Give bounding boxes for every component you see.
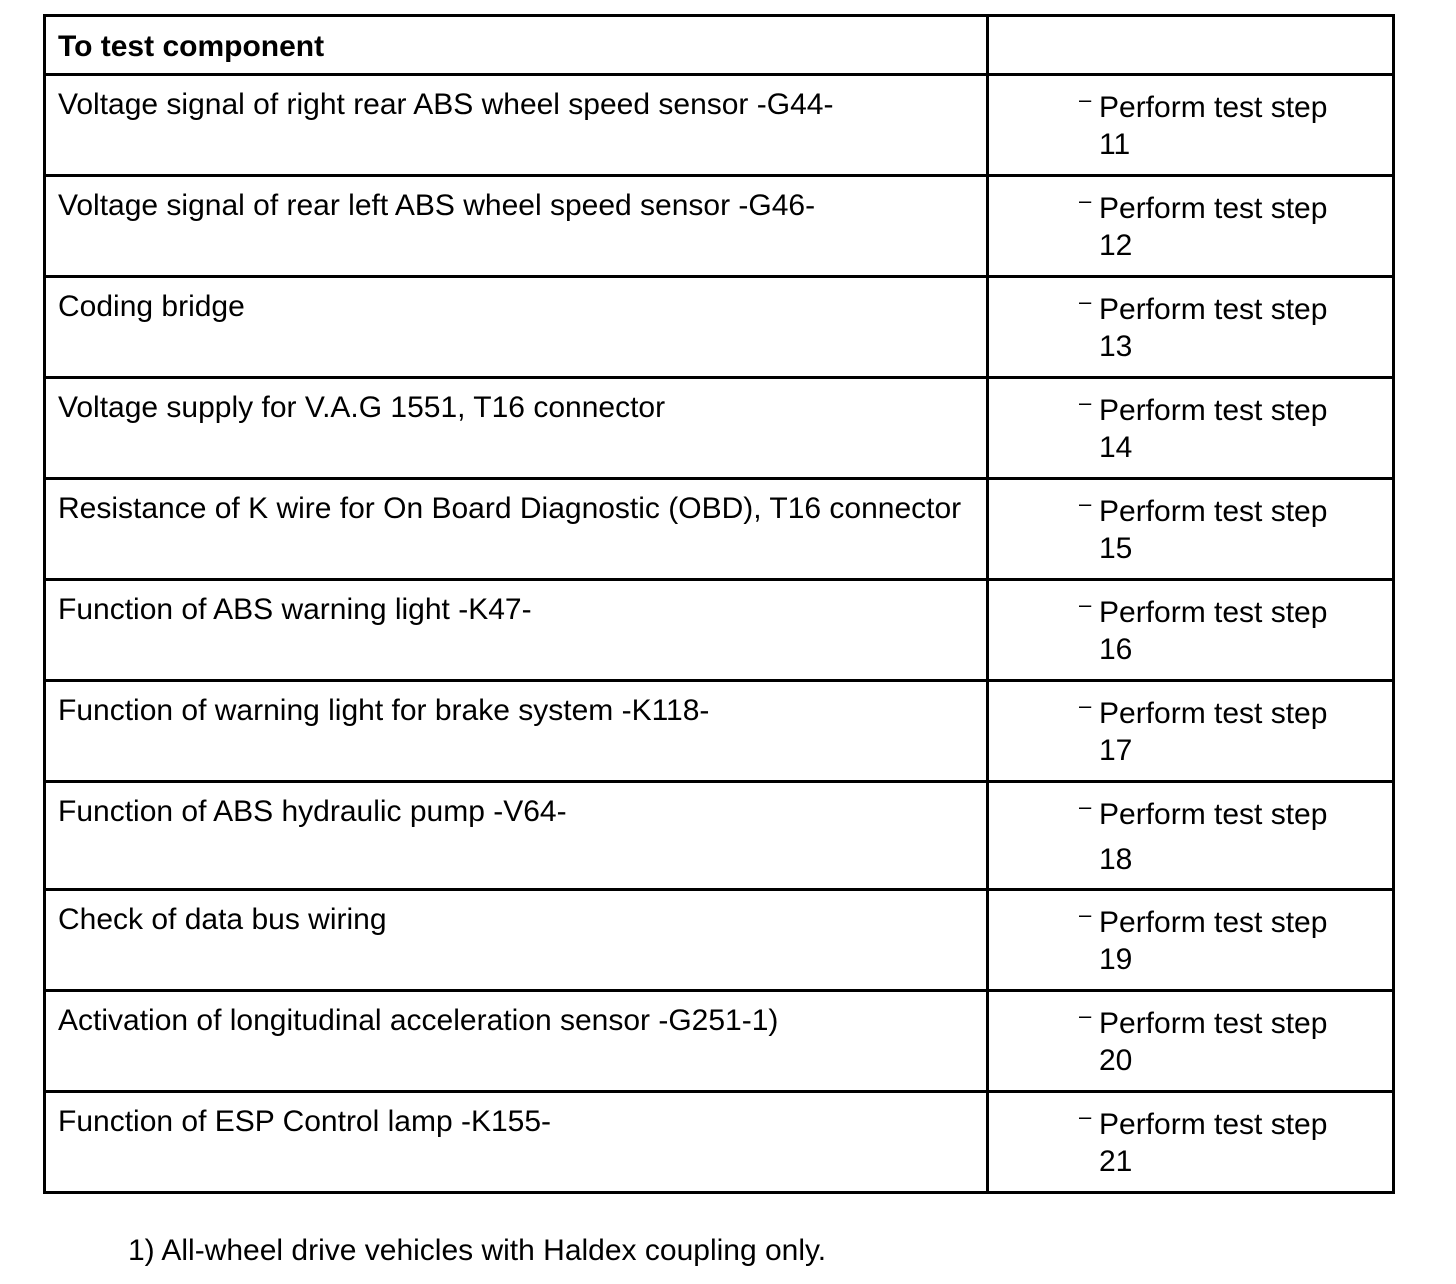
action-label: Perform test step xyxy=(1099,495,1328,528)
action-label: Perform test step xyxy=(1099,394,1328,427)
test-component-table xyxy=(43,14,1395,1194)
dash-bullet: – xyxy=(1079,1104,1092,1129)
component-text: Voltage signal of right rear ABS wheel speed sensor -G44- xyxy=(58,88,834,121)
component-text: Function of ABS hydraulic pump -V64- xyxy=(58,795,567,828)
action-step-number: 11 xyxy=(1099,128,1131,161)
action-cell xyxy=(988,479,1394,580)
table-row xyxy=(45,479,1394,580)
component-cell xyxy=(45,277,988,378)
action-step-number: 15 xyxy=(1099,532,1133,565)
action-cell xyxy=(988,75,1394,176)
dash-bullet: – xyxy=(1079,188,1092,213)
component-cell xyxy=(45,890,988,991)
header-component-cell: To test component xyxy=(45,16,988,75)
action-cell xyxy=(988,277,1394,378)
dash-bullet: – xyxy=(1079,693,1092,718)
component-cell xyxy=(45,782,988,890)
action-cell xyxy=(988,378,1394,479)
dash-bullet: – xyxy=(1079,592,1092,617)
component-cell xyxy=(45,1092,988,1193)
component-text: Function of ESP Control lamp -K155- xyxy=(58,1105,552,1138)
component-text: Resistance of K wire for On Board Diagnostic (OBD), T16 connector xyxy=(58,492,962,525)
action-label: Perform test step xyxy=(1099,906,1328,939)
action-cell xyxy=(988,1092,1394,1193)
component-cell xyxy=(45,479,988,580)
action-label: Perform test step xyxy=(1099,1108,1328,1141)
table-row xyxy=(45,991,1394,1092)
table-row xyxy=(45,176,1394,277)
action-label: Perform test step xyxy=(1099,192,1328,225)
dash-bullet: – xyxy=(1079,1003,1092,1028)
table-row xyxy=(45,681,1394,782)
table-row xyxy=(45,782,1394,890)
component-text: Coding bridge xyxy=(58,290,245,323)
component-text: Check of data bus wiring xyxy=(58,903,387,936)
action-cell xyxy=(988,176,1394,277)
component-text: Voltage signal of rear left ABS wheel speed sensor -G46- xyxy=(58,189,816,222)
dash-bullet: – xyxy=(1079,902,1092,927)
footnote: 1) All-wheel drive vehicles with Haldex coupling only. xyxy=(128,1234,827,1267)
table-row xyxy=(45,1092,1394,1193)
dash-bullet: – xyxy=(1079,794,1092,819)
action-cell xyxy=(988,580,1394,681)
action-cell xyxy=(988,890,1394,991)
component-text: Activation of longitudinal acceleration sensor -G251-1) xyxy=(58,1004,779,1037)
component-cell xyxy=(45,176,988,277)
table-row xyxy=(45,75,1394,176)
dash-bullet: – xyxy=(1079,390,1092,415)
table-row xyxy=(45,378,1394,479)
action-label: Perform test step xyxy=(1099,293,1328,326)
action-label: Perform test step xyxy=(1099,697,1328,730)
dash-bullet: – xyxy=(1079,289,1092,314)
action-step-number: 14 xyxy=(1099,431,1133,464)
action-cell xyxy=(988,991,1394,1092)
component-text: Voltage supply for V.A.G 1551, T16 connector xyxy=(58,391,666,424)
table-header-row xyxy=(45,16,1394,75)
component-text: Function of ABS warning light -K47- xyxy=(58,593,532,626)
component-text: Function of warning light for brake system -K118- xyxy=(58,694,710,727)
action-cell xyxy=(988,681,1394,782)
table-row xyxy=(45,580,1394,681)
table-row xyxy=(45,277,1394,378)
action-step-number: 21 xyxy=(1099,1145,1133,1178)
action-label: Perform test step xyxy=(1099,91,1328,124)
component-cell xyxy=(45,75,988,176)
component-cell xyxy=(45,681,988,782)
action-step-number: 18 xyxy=(1099,843,1133,876)
action-step-number: 13 xyxy=(1099,330,1133,363)
table-row xyxy=(45,890,1394,991)
component-cell xyxy=(45,378,988,479)
header-action-cell xyxy=(988,16,1394,75)
dash-bullet: – xyxy=(1079,87,1092,112)
action-cell xyxy=(988,782,1394,890)
action-step-number: 17 xyxy=(1099,734,1133,767)
action-label: Perform test step xyxy=(1099,798,1328,831)
dash-bullet: – xyxy=(1079,491,1092,516)
action-step-number: 12 xyxy=(1099,229,1133,262)
action-label: Perform test step xyxy=(1099,1007,1328,1040)
component-cell xyxy=(45,580,988,681)
action-step-number: 16 xyxy=(1099,633,1133,666)
action-step-number: 20 xyxy=(1099,1044,1133,1077)
action-label: Perform test step xyxy=(1099,596,1328,629)
component-cell xyxy=(45,991,988,1092)
action-step-number: 19 xyxy=(1099,943,1133,976)
